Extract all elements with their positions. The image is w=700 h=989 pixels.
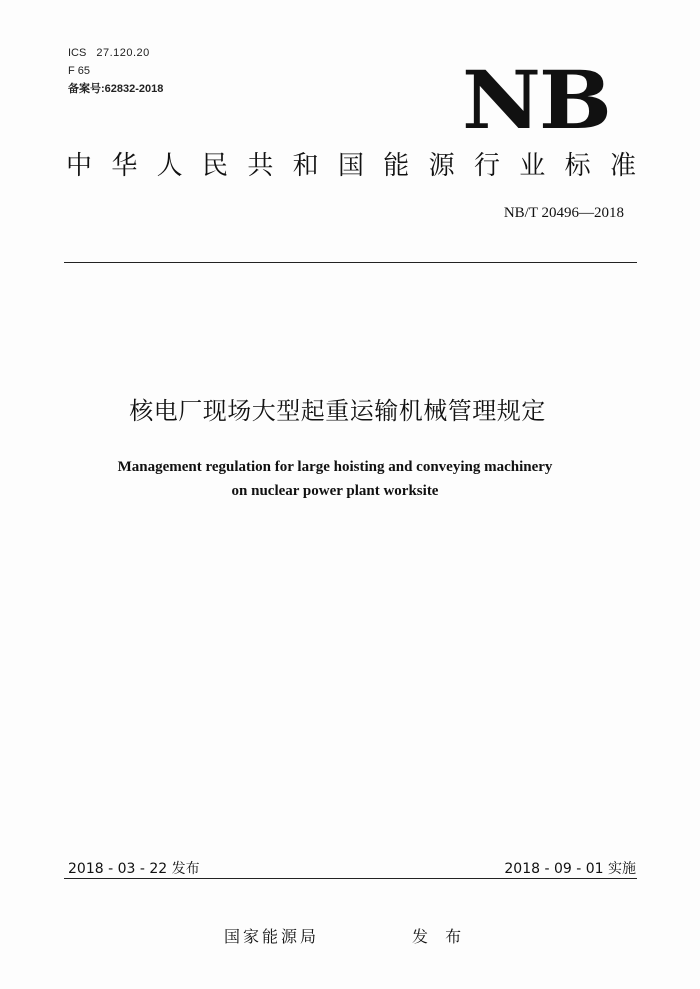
title-english-line-1: Management regulation for large hoisting and conveying machinery [117, 459, 553, 475]
ics-label: ICS [68, 47, 87, 59]
footer-divider [64, 878, 637, 879]
standard-type-char: 人 [156, 151, 183, 181]
ccs-code: F 65 [68, 65, 91, 77]
standard-type-char: 华 [111, 151, 138, 181]
standard-type-char: 民 [201, 151, 228, 181]
standard-type-heading [66, 148, 636, 184]
standard-type-char: 中 [66, 151, 93, 181]
issue-date: 2018 - 03 - 22 发布 [68, 861, 200, 877]
standard-type-char: 行 [473, 151, 500, 181]
title-english-block [0, 455, 700, 503]
standard-number: NB/T 20496—2018 [503, 205, 624, 221]
publish-action: 发 布 [412, 927, 468, 946]
standard-type-char: 能 [383, 151, 410, 181]
ics-line [68, 44, 163, 62]
standard-type-char: 和 [292, 151, 319, 181]
classification-block [68, 44, 163, 98]
standard-type-char: 共 [247, 151, 274, 181]
standard-type-char: 源 [428, 151, 455, 181]
title-chinese: 核电厂现场大型起重运输机械管理规定 [129, 397, 546, 425]
standard-type-char: 业 [519, 151, 546, 181]
standard-type-char: 准 [609, 151, 636, 181]
record-number: 备案号:62832-2018 [68, 83, 164, 95]
publisher-name: 国家能源局 [224, 927, 320, 946]
nb-logo: NB [462, 53, 610, 147]
header-divider [64, 262, 637, 263]
standard-type-char: 国 [337, 151, 364, 181]
title-chinese-block [0, 394, 700, 428]
implementation-date: 2018 - 09 - 01 实施 [504, 861, 636, 877]
standard-type-char: 标 [564, 151, 591, 181]
ics-code: 27.120.20 [96, 47, 150, 59]
title-english-line-2: on nuclear power plant worksite [231, 483, 439, 499]
